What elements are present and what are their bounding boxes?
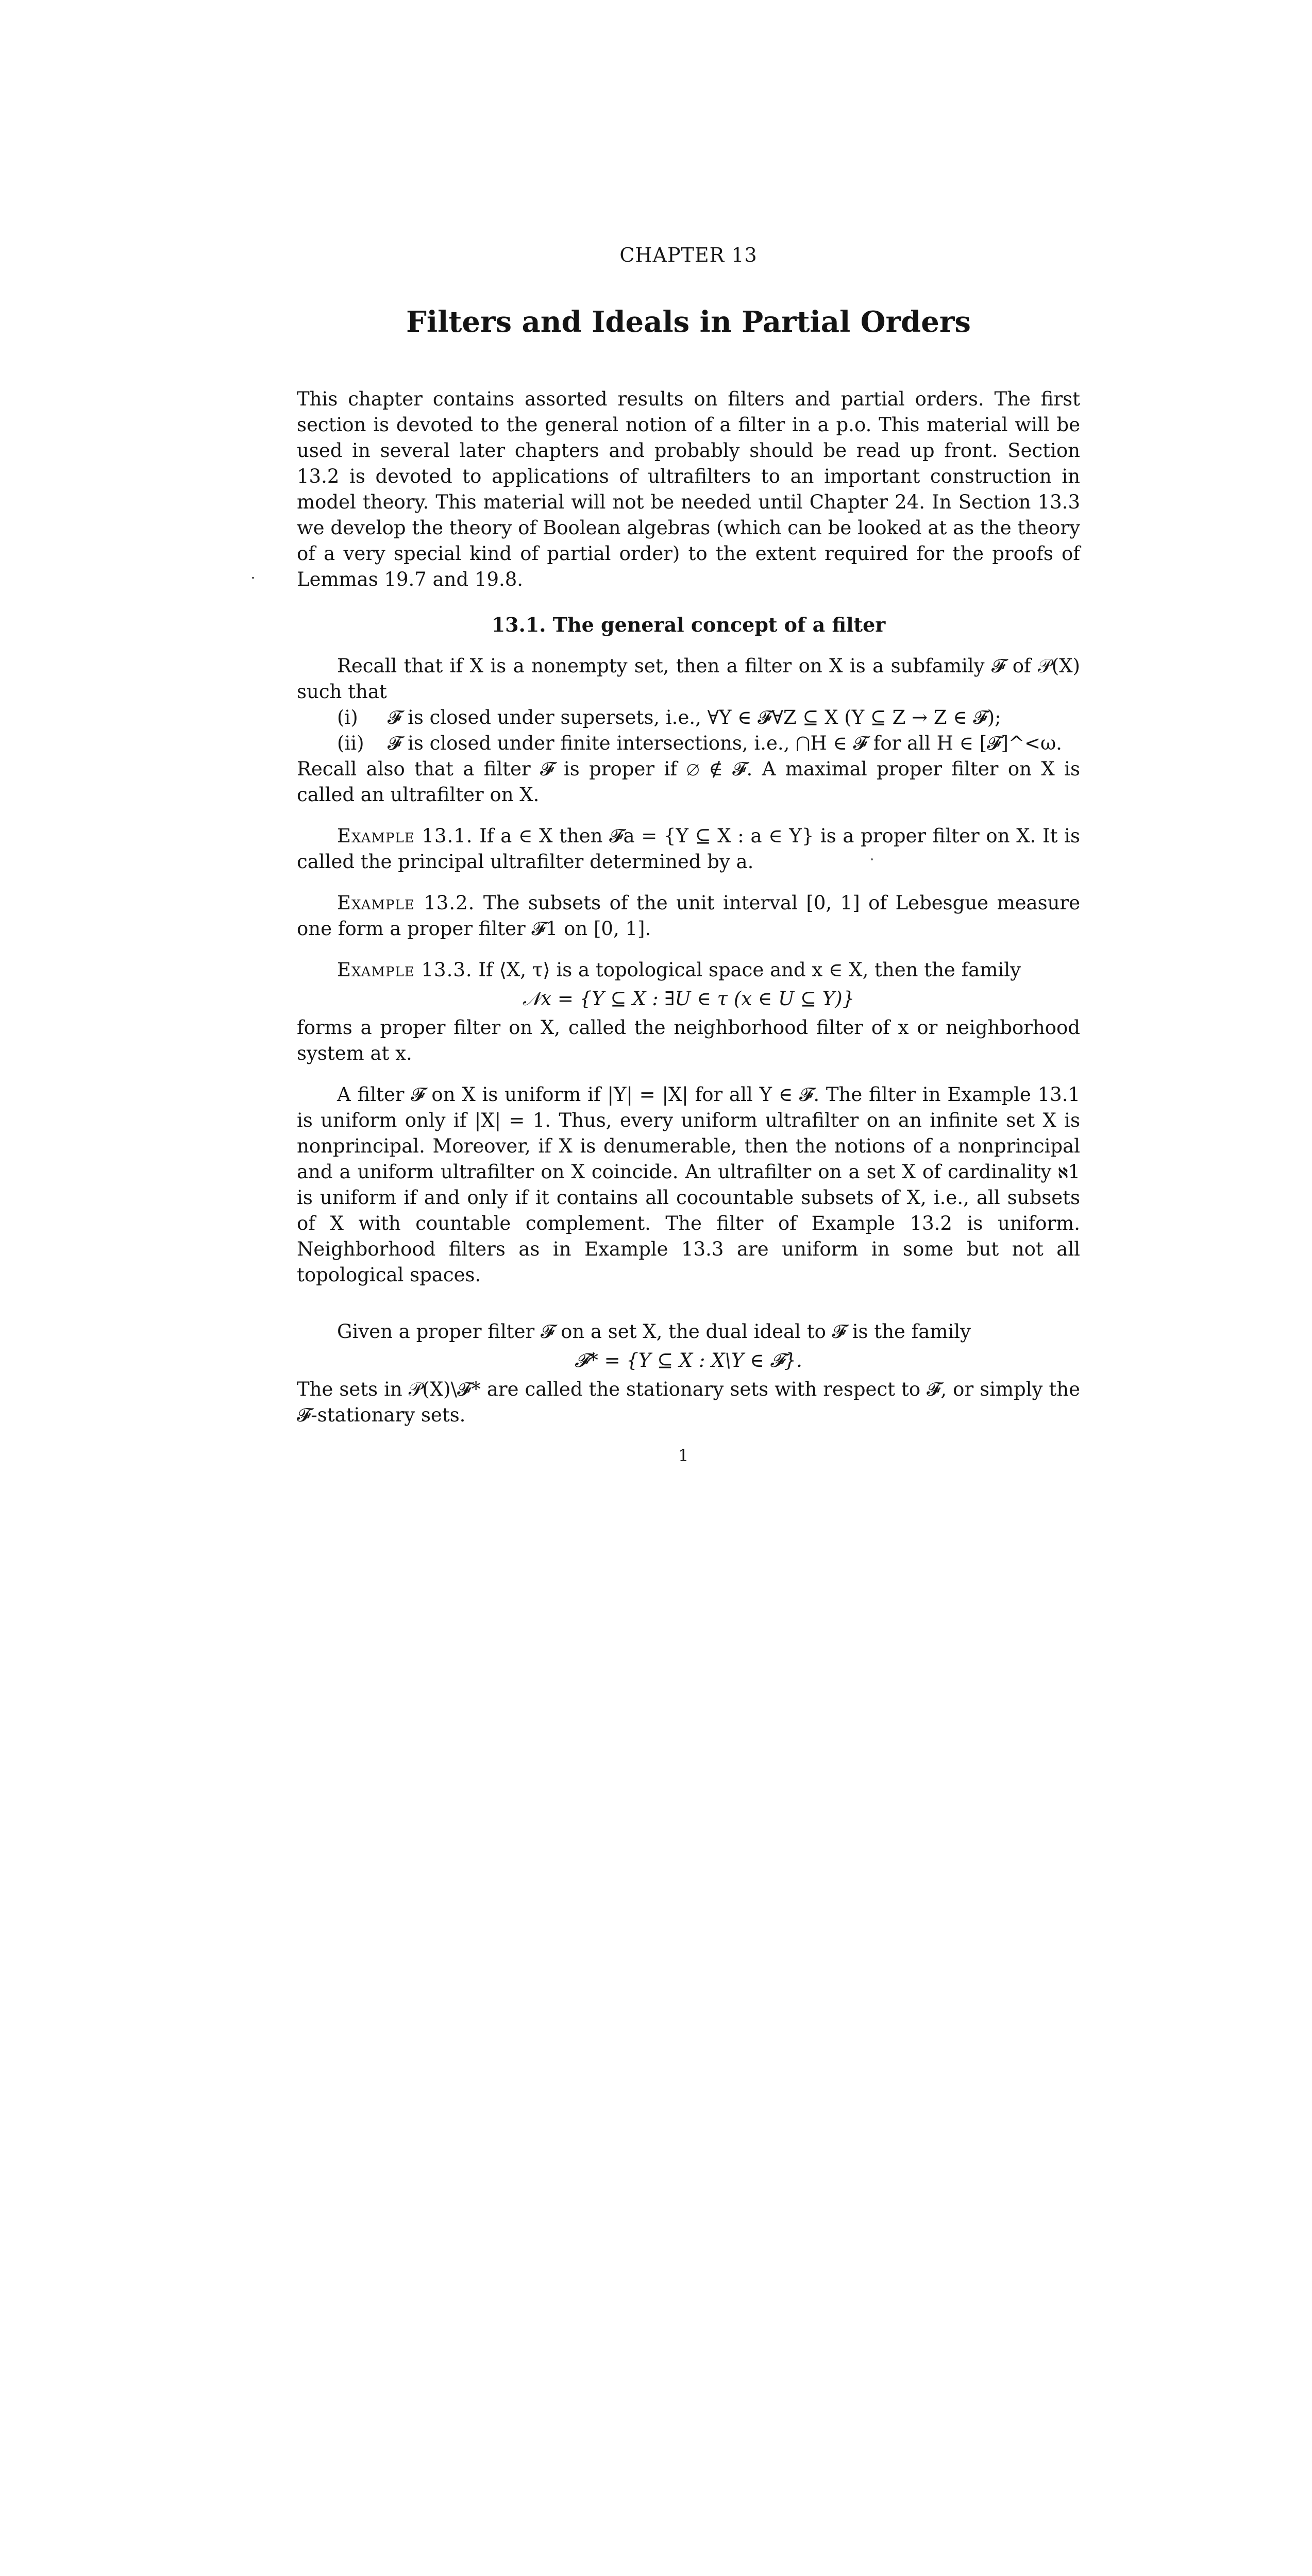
example-text: If ⟨X, τ⟩ is a topological space and x ∈ X, then the family — [478, 959, 1021, 981]
page-number: 1 — [678, 1446, 689, 1465]
example-label: Example 13.3. — [337, 959, 473, 981]
stray-mark — [871, 858, 873, 860]
neighborhood-filter-text: forms a proper filter on X, called the neighborhood filter of x or neighborhood system at x. — [297, 1016, 1080, 1064]
filter-definition: Recall that if X is a nonempty set, then a filter on X is a subfamily 𝓕 of 𝒫(X) such that — [297, 655, 1080, 703]
example-label: Example 13.2. — [337, 892, 475, 914]
list-item-text: 𝓕 is closed under supersets, i.e., ∀Y ∈ 𝓕∀Z ⊆ X (Y ⊆ Z → Z ∈ 𝓕); — [388, 706, 1001, 728]
list-item-number: (ii) — [337, 732, 364, 754]
example-label: Example 13.1. — [337, 825, 473, 847]
proper-filter-definition: Recall also that a filter 𝓕 is proper if ∅ ∉ 𝓕. A maximal proper filter on X is called an ultrafilter on X. — [297, 758, 1080, 806]
section-heading: 13.1. The general concept of a filter — [491, 613, 886, 636]
example-13-1 — [297, 823, 1080, 875]
example-text: The subsets of the unit interval [0, 1] of Lebesgue measure one form a proper filter 𝓕1 on [0, 1]. — [297, 892, 1081, 940]
filter-conditions-list — [337, 705, 1080, 756]
list-item-text: 𝓕 is closed under finite intersections, i.e., ⋂H ∈ 𝓕 for all H ∈ [𝓕]^<ω. — [388, 732, 1062, 754]
margin-mark — [252, 577, 254, 579]
example-text: If a ∈ X then 𝓕a = {Y ⊆ X : a ∈ Y} is a proper filter on X. It is called the principal ultrafilter determined by a. — [297, 825, 1080, 873]
intro-paragraph: This chapter contains assorted results on filters and partial orders. The first section is devoted to the general notion of a filter in a p.o. This material will be used in several later chapters and probably should be read up front. Section 13.2 is devoted to applications of ultrafilters to an important construction in model theory. This material will not be needed until Chapter 24. In Section 13.3 we develop the theory of Boolean algebras (which can be looked at as the theory of a very special kind of partial order) to the extent required for the proofs of Lemmas 19.7 and 19.8. — [297, 388, 1080, 590]
page-body — [297, 242, 1080, 1428]
chapter-title: Filters and Ideals in Partial Orders — [406, 305, 971, 339]
dual-ideal-formula: 𝓕* = {Y ⊆ X : X\Y ∈ 𝓕}. — [575, 1349, 802, 1371]
example-13-3 — [297, 957, 1080, 983]
list-item — [337, 731, 1080, 756]
neighborhood-formula: 𝒩x = {Y ⊆ X : ∃U ∈ τ (x ∈ U ⊆ Y)} — [522, 988, 855, 1010]
list-item-number: (i) — [337, 706, 358, 728]
example-13-2 — [297, 890, 1080, 942]
uniform-filter-paragraph: A filter 𝓕 on X is uniform if |Y| = |X| for all Y ∈ 𝓕. The filter in Example 13.1 is uniform only if |X| = 1. Thus, every uniform ultrafilter on an infinite set X is nonprincipal. Moreover, if X is denumerable, then the notions of a nonprincipal and a uniform ultrafilter on X coincide. An ultrafilter on a set X of cardinality ℵ1 is uniform if and only if it contains all cocountable subsets of X, i.e., all subsets of X with countable complement. The filter of Example 13.2 is uniform. Neighborhood filters as in Example 13.3 are uniform in some but not all topological spaces. — [297, 1083, 1080, 1286]
stationary-sets-paragraph: The sets in 𝒫(X)\𝓕* are called the stationary sets with respect to 𝓕, or simply the 𝓕-stationary sets. — [297, 1378, 1080, 1426]
chapter-label: CHAPTER 13 — [619, 244, 758, 266]
list-item — [337, 705, 1080, 731]
dual-ideal-intro: Given a proper filter 𝓕 on a set X, the dual ideal to 𝓕 is the family — [337, 1320, 971, 1343]
